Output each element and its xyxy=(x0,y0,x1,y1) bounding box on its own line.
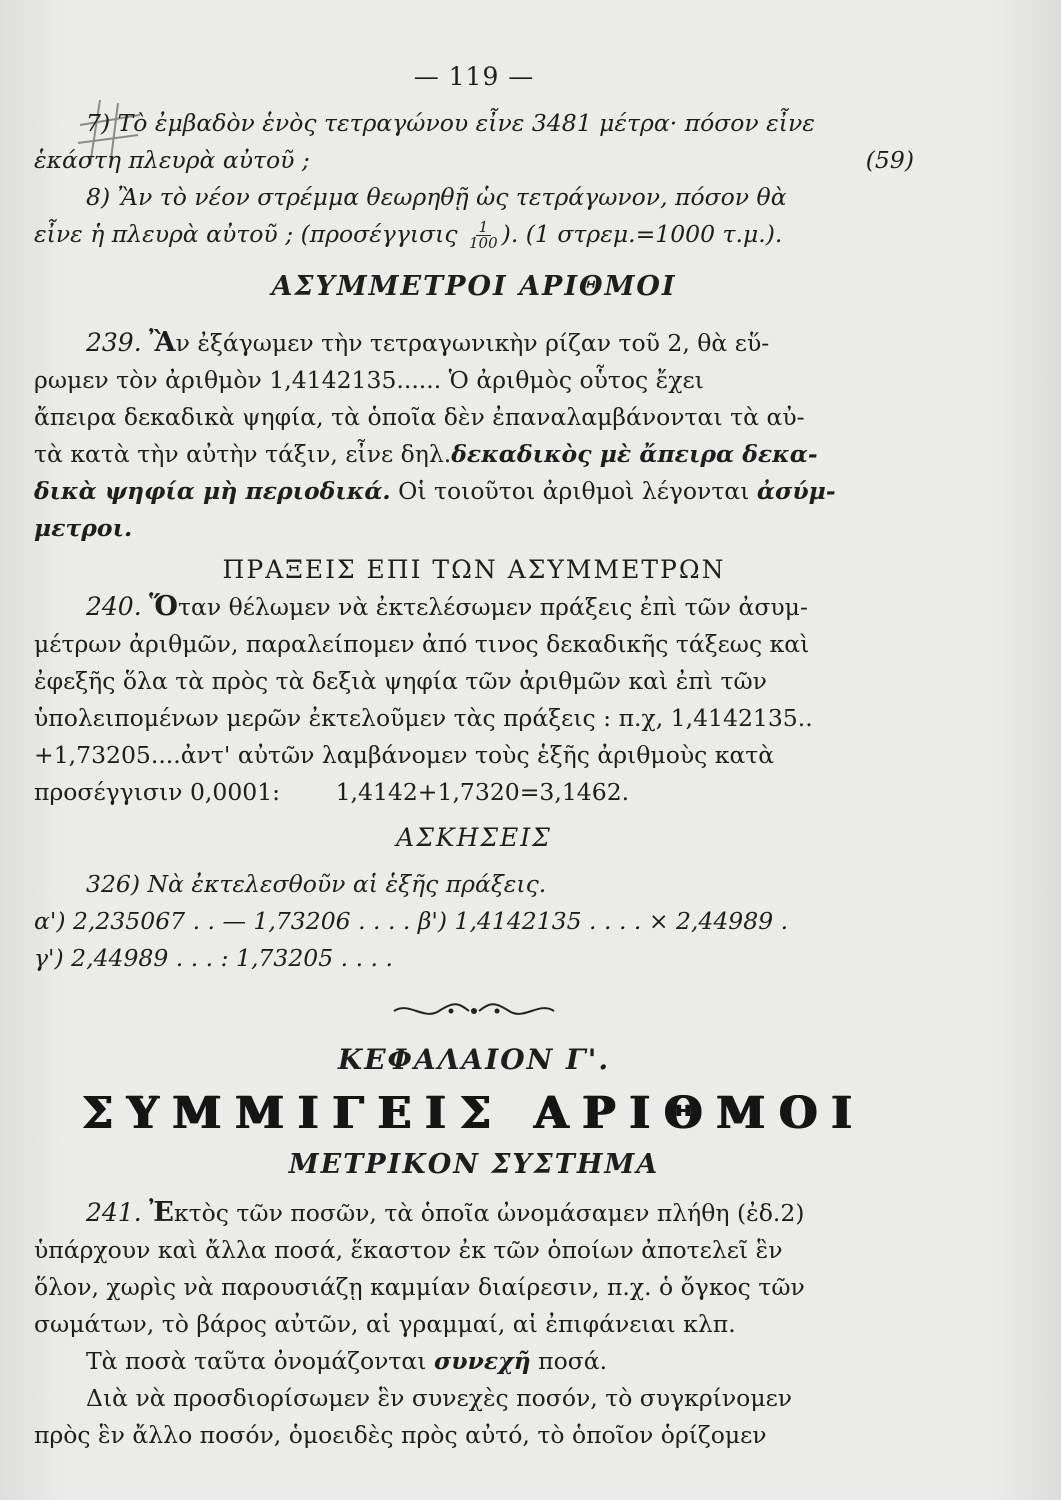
exercise-8-line2: εἶνε ἡ πλευρὰ αὐτοῦ ; (προσέγγισις $\frac{1}{100}$ ). (1 στρεμ.=1000 τ.μ.). xyxy=(34,218,783,252)
exercise-7-answer: (59) xyxy=(865,146,914,174)
section-number: 241. xyxy=(86,1198,142,1227)
exercise-326: 326) Νὰ ἐκτελεσθοῦν αἱ ἑξῆς πράξεις. α') 2,235067 . . — 1,73206 . . . . β') 1,4142135 . . . . × 2,44989 . γ') 2,44989 . . . : 1,73205 . . . . xyxy=(34,870,789,972)
heading-operations: ΠΡΑΞΕΙΣ ΕΠΙ ΤΩΝ ΑΣΥΜΜΕΤΡΩΝ xyxy=(222,555,726,584)
heading-exercises: ΑΣΚΗΣΕΙΣ xyxy=(396,823,552,852)
section-number: 240. xyxy=(86,592,142,621)
chapter-label: ΚΕΦΑΛΑΙΟΝ Γ'. xyxy=(337,1043,611,1076)
page-number: — 119 — xyxy=(413,62,535,91)
section-241: 241. Ἐκτὸς τῶν ποσῶν, τὰ ὁποῖα ὠνομάσαμεν πλήθη (ἐδ.2) ὑπάρχουν καὶ ἄλλα ποσά, ἕκαστον ἐκ τῶν ὁποίων ἀποτελεῖ ἓν ὅλον, χωρὶς νὰ παρουσιάζῃ καμμίαν διαίρεσιν, π.χ. ὁ ὄγκος τῶν σωμάτων, τὸ βάρος αὐτῶν, αἱ γραμμαί, αἱ ἐπιφάνειαι κλπ. xyxy=(34,1197,805,1338)
heading-irrational-numbers: ΑΣΥΜΜΕΤΡΟΙ ΑΡΙΘΜΟΙ xyxy=(271,271,677,302)
exercise-7: 7) Τὸ ἐμβαδὸν ἑνὸς τετραγώνου εἶνε 3481 μέτρα· πόσον εἶνε xyxy=(86,109,815,137)
fraction: $\frac{1}{100}$ xyxy=(469,218,498,252)
section-number: 239. xyxy=(86,328,142,357)
continuous-quantities-paragraph: Τὰ ποσὰ ταῦτα ὀνομάζονται συνεχῆ ποσά. xyxy=(86,1347,608,1375)
exercise-8: 8) Ἂν τὸ νέον στρέμμα θεωρηθῇ ὡς τετράγωνον, πόσον θὰ xyxy=(86,183,787,211)
closing-paragraph: Διὰ νὰ προσδιορίσωμεν ἓν συνεχὲς ποσόν, τὸ συγκρίνομεν πρὸς ἓν ἄλλο ποσόν, ὁμοειδὲς πρὸς αὐτό, τὸ ὁποῖον ὁρίζομεν xyxy=(34,1384,793,1449)
chapter-subtitle: ΜΕΤΡΙΚΟΝ ΣΥΣΤΗΜΑ xyxy=(288,1149,660,1180)
section-240: 240. Ὅταν θέλωμεν νὰ ἐκτελέσωμεν πράξεις ἐπὶ τῶν ἀσυμ- μέτρων ἀριθμῶν, παραλείπομεν ἀπό τινος δεκαδικῆς τάξεως καὶ ἐφεξῆς ὅλα τὰ πρὸς τὰ δεξιὰ ψηφία τῶν ἀριθμῶν καὶ ἐπὶ τῶν ὑπολειπομένων μερῶν ἐκτελοῦμεν τὰς πράξεις : π.χ, 1,4142135.. +1,73205....ἀντ' αὐτῶν λαμβάνομεν τοὺς ἑξῆς ἀριθμοὺς κατὰ προσέγγισιν 0,0001: 1,4142+1,7320=3,1462. xyxy=(34,591,813,806)
ornament-divider xyxy=(389,999,559,1023)
page-content xyxy=(34,62,914,1454)
exercise-7-line2: ἑκάστη πλευρὰ αὐτοῦ ; (59) xyxy=(34,142,914,179)
chapter-title: ΣΥΜΜΙΓΕΙΣ ΑΡΙΘΜΟΙ xyxy=(81,1088,867,1139)
section-239: 239. Ἂν ἐξάγωμεν τὴν τετραγωνικὴν ρίζαν τοῦ 2, θὰ εὕ- ρωμεν τὸν ἀριθμὸν 1,4142135...... Ὁ ἀριθμὸς οὗτος ἔχει ἄπειρα δεκαδικὰ ψηφία, τὰ ὁποῖα δὲν ἐπαναλαμβάνονται τὰ αὐ- τὰ κατὰ τὴν αὐτὴν τάξιν, εἶνε δηλ.δεκαδικὸς μὲ ἄπειρα δεκα- δικὰ ψηφία μὴ περιοδικά. Οἱ τοιοῦτοι ἀριθμοὶ λέγονται ἀσύμ- μετροι. xyxy=(34,327,836,542)
